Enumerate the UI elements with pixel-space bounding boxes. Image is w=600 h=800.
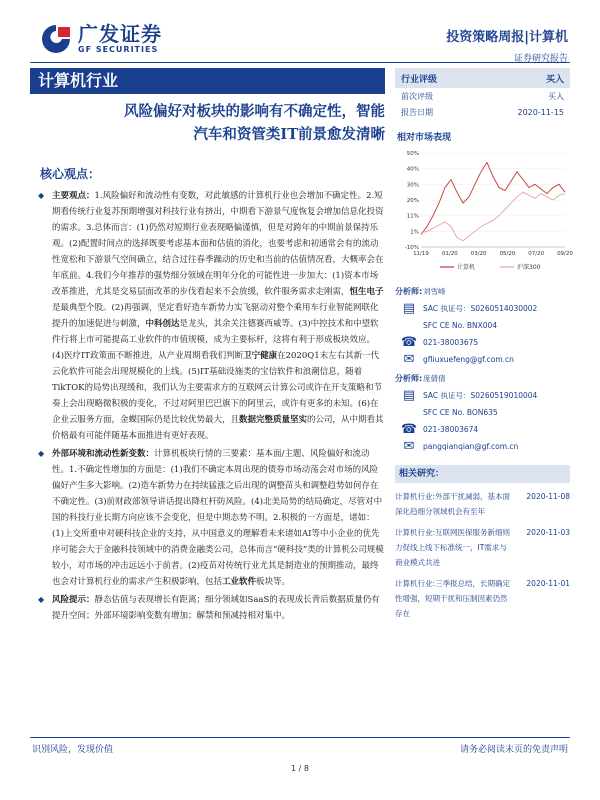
footer-slogan: 识别风险，发现价值 (32, 745, 114, 755)
legend-label: 沪深300 (517, 264, 541, 271)
brand-name-en: GF SECURITIES (78, 44, 159, 54)
sector-highlight: 工业软件 (222, 577, 257, 587)
label-external-env: 外部环境和流动性新变数： (52, 449, 155, 459)
report-date (395, 104, 570, 120)
email-icon: ✉ (403, 439, 415, 454)
related-date: 2020-11-03 (526, 528, 570, 537)
series-line-2 (421, 192, 565, 241)
x-tick-label: 03/20 (470, 251, 487, 257)
analyst-2-email[interactable]: pangqianqian@gf.com.cn (423, 442, 519, 451)
related-title[interactable]: 计算机行业:互联网医保服务新细则力促线上线下标准统一，IT需求与商业模式共进 (395, 528, 511, 567)
text-segment: 是龙头，其余关注德赛西威等。(3)中控技术和中望软件行将上市可能提高工业软件的市值规模，成为主要标杆，这将有利于形成板块效应。(4)医疗IT政策面不断推进，从产业周期看我们判断 (52, 319, 379, 361)
x-tick-label: 09/20 (557, 251, 573, 257)
stock-highlight: 数据完整质量坚实 (239, 415, 308, 425)
y-tick-label: 40% (406, 166, 419, 173)
previous-rating-value: 买入 (548, 91, 564, 101)
x-tick-label: 07/20 (528, 251, 545, 257)
rating-label: 行业评级 (401, 74, 438, 85)
report-date-value: 2020-11-15 (517, 107, 564, 117)
analyst-2-name: 庞倩倩 (423, 374, 446, 383)
text-segment: 板块等。 (256, 577, 291, 587)
main-body (52, 188, 384, 624)
phone-icon: ☎ (400, 335, 418, 350)
analyst-label: 分析师: (395, 374, 423, 383)
analyst-2-sac: SAC 执证号：S0260519010004 (423, 391, 538, 400)
industry-banner: 计算机行业 (30, 68, 385, 94)
analyst-1-sac: SAC 执证号：S0260514030002 (423, 304, 538, 313)
header-divider (30, 62, 570, 63)
y-tick-label: 50% (406, 151, 419, 157)
id-card-icon: ▤ (402, 301, 416, 316)
analyst-1-phone: 021-38003675 (423, 338, 479, 347)
analyst-1-sfc: SFC CE No. BNX004 (423, 321, 498, 330)
x-tick-label: 05/20 (499, 251, 516, 257)
related-research-title: 相关研究： (395, 465, 570, 483)
list-item[interactable] (395, 525, 570, 570)
rating-header (395, 68, 570, 88)
market-title: 相对市场表现 (397, 133, 452, 143)
legend-label: 计算机 (457, 264, 476, 271)
y-tick-label: 30% (406, 182, 419, 189)
headline-line-1: 风险偏好对板块的影响有不确定性，智能 (124, 103, 385, 120)
analyst-1-name: 刘雪峰 (423, 287, 446, 296)
paragraph-risk (52, 592, 384, 624)
rating-value: 买入 (545, 74, 564, 85)
x-tick-label: 01/20 (441, 251, 458, 257)
text-segment: 1.风险偏好和流动性有变数，对此敏感的计算机行业也会增加不确定性。2.短期看传统行业复苏预期增强对科技行业有挤出，中期看下游景气度恢复会增加信息化投资的需求。3.总体而言：(1)仍然对短期行业表现略偏谨慎，但是对跨年的中期前景保持乐观。(2)配置时间点的选择既要考虑基本面和估值的消化，也要考虑和初通常会有的流动性宽松和下游景气空间确立，结合过往春季躁动的历史和当前的估值情况看，大概率会在年底前。4.我们今年推荐的强势细分领域在明年分化的可能性进一步加大：(1)资本市场改革推进，尤其是交易层面改革的步伐看起来不会放缓，软件服务需求走刚需， (52, 191, 384, 297)
label-risk: 风险提示： (52, 595, 95, 605)
text-segment: 静态估值与表现增长有距离；细分领域如SaaS的表现成长背后数据质量仍有提升空间；外部环境影响变数有增加；解禁和预减持相对集中。 (52, 595, 380, 621)
text-segment: 计算机板块行情的三要素：基本面/主题、风险偏好和流动性。1.不确定性增加的方面是：(1)我们不确定本周出现的债券市场动荡会对市场的风险偏好产生多大影响。(2)造车新势力在持续猛涨之后出现的调整苗头和调整趋势如何存在不确定性。(3)前财政部领导讲话提出降杠杆防风险。(4)北美局势的结局确定，尽管对中国的科技行业长期方向应该不会变化，但是中期态势不明。2.积极的一方面是，诸如：(1)上交所重申对硬科技企业的支持，从中国意义的理解看未来诸如AI等中小企业的优先序可能会大于金融科技领域中的消费金融类公司，总体而言“硬科技”类的计算机公司规模较小，对市场的冲击远远小于前者。(2)疫苗对传统行业尤其是制造业的预期推动，最终也会对计算机行业的需求产生积极影响，包括 (52, 449, 384, 587)
analyst-2-phone: 021-38003674 (423, 425, 479, 434)
paragraph-external-env (52, 446, 384, 590)
y-tick-label: 20% (406, 198, 419, 204)
report-type: 投资策略周报|计算机 (446, 30, 568, 45)
analyst-label: 分析师: (395, 287, 423, 296)
text-segment: 是最典型个股。(2)再强调，坚定看好造车新势力实飞驱动对整个乘用车行业智能网联化提升的加速促进与刺激， (52, 303, 379, 329)
text-segment: 在2020Q1末左右其新一代云化软件可能会出现规模化的上线。(5)IT基础设施类的宝信软件和浪潮信息，随着TikTOK的局势出现缓和，我们认为主要需求方的互联网云计算公司或许在开支策略和节奏上会出现略微积极的变化，不过对阿里巴巴旗下的阿里云，或许有更多的未知。(6)在企业云服务方面，金蝶国际仍是比较优势最大，且 (52, 351, 383, 425)
phone-icon: ☎ (400, 422, 418, 437)
text-segment: 的公司，从中期看其价格最有可能伴随基本面推进有更好表现。 (52, 415, 384, 441)
y-tick-label: 11% (406, 213, 419, 220)
analyst-1-email[interactable]: gfliuxuefeng@gf.com.cn (423, 355, 514, 364)
analyst-2-sfc: SFC CE No. BON635 (423, 408, 498, 417)
email-icon: ✉ (403, 352, 415, 367)
stock-highlight: 卫宁健康 (243, 351, 278, 361)
previous-rating (395, 88, 570, 104)
related-date: 2020-11-01 (526, 579, 570, 588)
label-main-view: 主要观点： (52, 191, 95, 201)
report-headline (30, 100, 385, 146)
list-item[interactable] (395, 576, 570, 621)
headline-line-2: 汽车和资管类IT前景愈发清晰 (193, 126, 385, 143)
paragraph-main-view (52, 188, 384, 444)
y-tick-label: 1% (410, 229, 419, 236)
stock-highlight: 恒生电子 (349, 287, 384, 297)
footer-disclaimer[interactable]: 请务必阅读末页的免责声明 (459, 745, 568, 755)
brand-name-cn: 广发证券 (78, 21, 162, 46)
page-number: 1 / 8 (291, 764, 309, 773)
id-card-icon: ▤ (402, 388, 416, 403)
related-research-list (395, 489, 570, 621)
x-tick-label: 11/19 (413, 251, 429, 257)
core-view-title: 核心观点： (40, 167, 101, 181)
footer-divider (30, 737, 570, 738)
chart-svg (395, 147, 573, 277)
relative-performance-chart (395, 147, 573, 277)
brand-logo-icon (38, 22, 74, 54)
stock-highlight: 中科创达 (145, 319, 180, 329)
previous-rating-label: 前次评级 (401, 91, 433, 101)
related-title[interactable]: 计算机行业:三季报总结，长期确定性增强，短期干扰和压制因素仍然存在 (395, 579, 511, 618)
report-class: 证券研究报告 (513, 54, 568, 64)
analyst-block (395, 283, 570, 455)
list-item[interactable] (395, 489, 570, 519)
report-date-label: 报告日期 (401, 107, 433, 117)
brand-logo (38, 22, 162, 54)
sidebar (395, 68, 573, 621)
related-title[interactable]: 计算机行业:外部干扰减弱，基本面深化趋细分领域机会有至年 (395, 492, 511, 516)
related-date: 2020-11-08 (526, 492, 570, 501)
y-tick-label: -10% (404, 245, 419, 251)
